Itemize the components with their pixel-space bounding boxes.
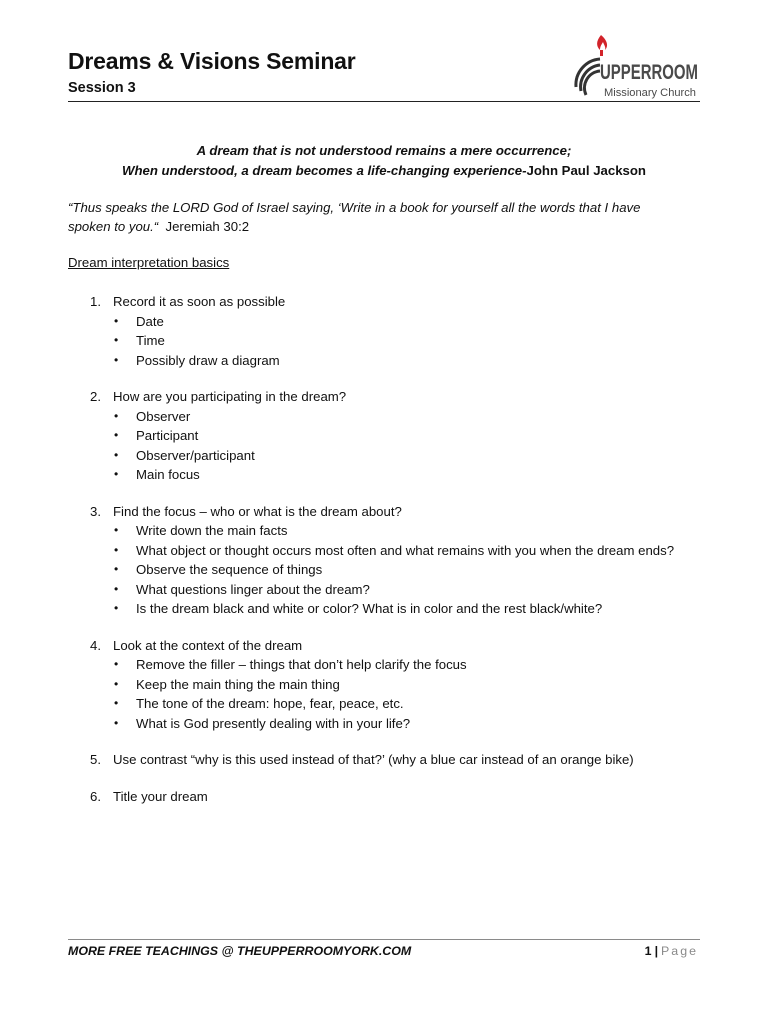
step-item — [68, 636, 688, 734]
bullet-dot-icon: • — [114, 581, 119, 596]
step-item — [68, 787, 688, 807]
flame-icon — [597, 35, 607, 50]
document-title: Dreams & Visions Seminar — [68, 48, 356, 74]
bullet-item — [113, 560, 688, 580]
bullet-text: Write down the main facts — [136, 523, 288, 538]
bullet-item — [113, 655, 688, 675]
bullet-list — [113, 655, 688, 733]
bullet-text: Observer/participant — [136, 447, 255, 463]
interpretation-steps — [68, 292, 688, 823]
step-text: How are you participating in the dream? — [113, 389, 347, 404]
svg-text:UPPERROOM: UPPERROOM — [600, 61, 698, 84]
bullet-item — [113, 541, 688, 561]
bullet-dot-icon: • — [114, 542, 119, 557]
page-separator: | — [654, 944, 659, 958]
bullet-text: Participant — [136, 428, 199, 443]
bullet-text: Time — [136, 333, 165, 348]
step-item — [68, 292, 688, 370]
bullet-text: Is the dream black and white or color? What is in color and the rest black/white? — [136, 601, 603, 616]
step-text: Look at the context of the dream — [113, 637, 303, 653]
quote-line-2 — [68, 161, 700, 181]
bullet-item — [113, 714, 688, 734]
bullet-text: What is God presently dealing with in your life? — [136, 715, 411, 731]
bullet-dot-icon: • — [114, 523, 119, 537]
step-number: 2. — [90, 389, 101, 404]
page-number-footer — [645, 944, 698, 958]
bullet-list — [113, 312, 688, 371]
step-item — [68, 387, 688, 485]
bullet-item — [113, 675, 688, 695]
bullet-item — [113, 599, 688, 619]
bullet-dot-icon: • — [114, 657, 119, 671]
footer-divider — [68, 939, 700, 940]
bullet-dot-icon: • — [114, 676, 119, 691]
page-label: Page — [661, 944, 698, 958]
bullet-dot-icon: • — [114, 696, 119, 710]
scripture-reference: Jeremiah 30:2 — [165, 219, 250, 234]
bullet-item — [113, 407, 688, 427]
scripture-text: “Thus speaks the LORD God of Israel saying, ‘Write in a book for yourself all the words that I have spoken to you.“ — [68, 200, 641, 234]
footer-website-note: MORE FREE TEACHINGS @ THEUPPERROOMYORK.COM — [68, 944, 412, 958]
bullet-text: Observe the sequence of things — [136, 562, 323, 577]
step-number: 3. — [90, 503, 101, 519]
bullet-text: Remove the filler – things that don’t help clarify the focus — [136, 657, 467, 672]
page-number: 1 — [644, 944, 652, 958]
bullet-text: Keep the main thing the main thing — [136, 676, 340, 692]
scripture-quote — [68, 198, 678, 236]
bullet-item — [113, 694, 688, 714]
step-text: Use contrast “why is this used instead of that?’ (why a blue car instead of an orange bike) — [113, 752, 634, 767]
bullet-dot-icon: • — [114, 428, 119, 442]
step-number: 1. — [90, 294, 101, 309]
bullet-list — [113, 407, 688, 485]
bullet-text: What questions linger about the dream? — [136, 581, 370, 597]
bullet-dot-icon: • — [114, 467, 119, 481]
section-heading: Dream interpretation basics — [68, 255, 230, 270]
stairs-icon — [576, 59, 600, 95]
bullet-dot-icon: • — [114, 352, 119, 367]
step-text: Find the focus – who or what is the dream about? — [113, 503, 402, 519]
quote-line-1: A dream that is not understood remains a mere occurrence; — [196, 143, 572, 158]
bullet-dot-icon: • — [114, 601, 119, 615]
step-text: Title your dream — [113, 788, 208, 804]
bullet-list — [113, 521, 688, 619]
bullet-item — [113, 312, 688, 332]
bullet-text: Main focus — [136, 467, 200, 482]
bullet-item — [113, 580, 688, 600]
bullet-dot-icon: • — [114, 313, 119, 328]
bullet-item — [113, 521, 688, 541]
session-label: Session 3 — [68, 80, 136, 96]
bullet-text: Possibly draw a diagram — [136, 352, 280, 368]
bullet-dot-icon: • — [114, 447, 119, 462]
step-number: 6. — [90, 788, 101, 804]
bullet-dot-icon: • — [114, 408, 119, 423]
bullet-item — [113, 351, 688, 371]
bullet-dot-icon: • — [114, 562, 119, 576]
bullet-item — [113, 446, 688, 466]
bullet-item — [113, 331, 688, 351]
quote-line-2-text: When understood, a dream becomes a life-changing experience- — [122, 163, 527, 178]
bullet-text: What object or thought occurs most often and what remains with you when the dream ends? — [136, 542, 675, 558]
step-item — [68, 750, 688, 770]
upperroom-logo — [566, 29, 700, 103]
opening-quote — [68, 141, 700, 181]
quote-author: John Paul Jackson — [526, 163, 646, 178]
bullet-text: The tone of the dream: hope, fear, peace, etc. — [136, 696, 404, 711]
bullet-item — [113, 465, 688, 485]
bullet-text: Date — [136, 313, 164, 329]
step-number: 4. — [90, 637, 101, 653]
bullet-dot-icon: • — [114, 715, 119, 730]
svg-text:Missionary Church: Missionary Church — [604, 87, 696, 99]
step-item — [68, 502, 688, 619]
step-text: Record it as soon as possible — [113, 294, 286, 309]
bullet-dot-icon: • — [114, 333, 119, 347]
bullet-text: Observer — [136, 408, 191, 424]
bullet-item — [113, 426, 688, 446]
step-number: 5. — [90, 752, 101, 767]
